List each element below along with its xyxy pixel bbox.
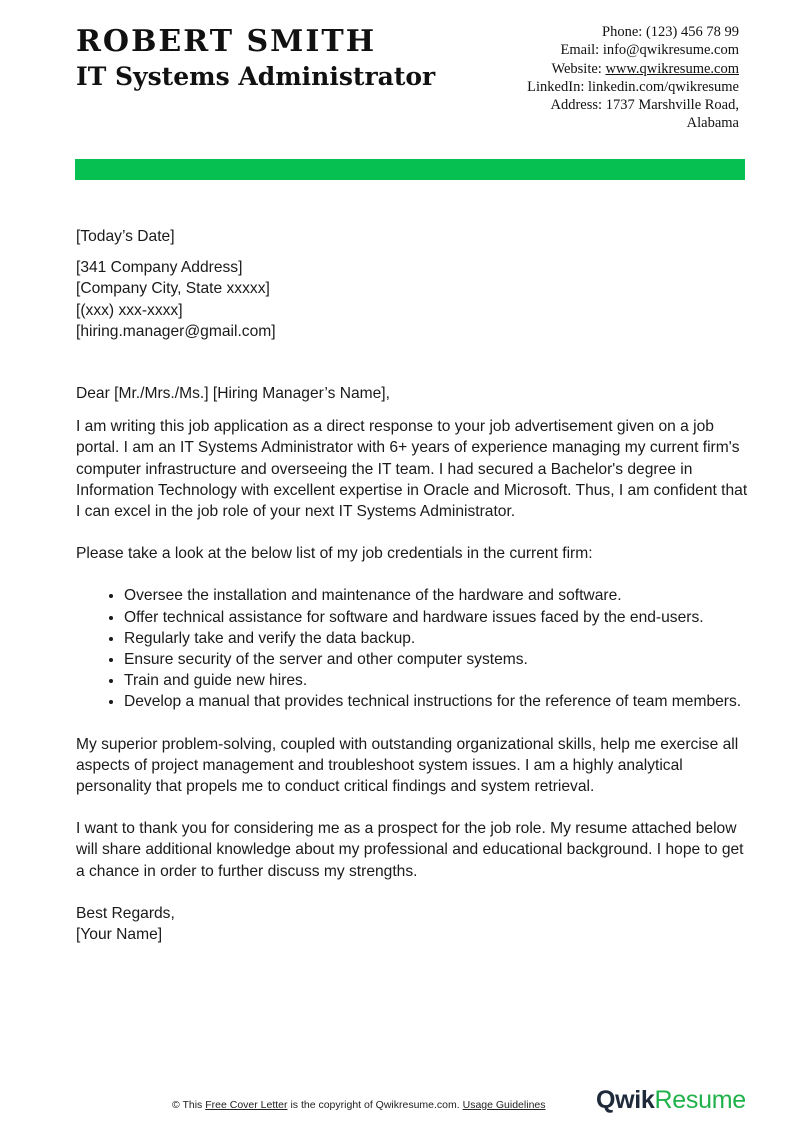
recipient-address: [341 Company Address]: [76, 259, 243, 277]
email-value: info@qwikresume.com: [602, 42, 739, 59]
website-label: Website:: [551, 60, 602, 77]
letter-date: [Today’s Date]: [76, 228, 175, 245]
linkedin-value: linkedin.com/qwikresume: [587, 78, 739, 95]
contact-website: [527, 60, 739, 78]
email-label: Email:: [560, 42, 600, 59]
paragraph-closing: I want to thank you for considering me as a prospect for the job role. My resume attached below will share additional knowledge about my professional and educational background. I hope to get a chance in order to further discuss my strengths.: [76, 820, 744, 880]
paragraph-skills: My superior problem-solving, coupled with outstanding organizational skills, help me exercise all aspects of project management and troubleshoot system issues. I am a highly analytical personality that propels me to conduct critical findings and system retrieval.: [76, 735, 739, 796]
website-link[interactable]: www.qwikresume.com: [605, 60, 739, 77]
contact-block: [527, 23, 739, 133]
contact-linkedin: [527, 78, 739, 96]
address-line1: 1737 Marshville Road,: [605, 97, 739, 114]
contact-address-line2: Alabama: [686, 115, 739, 132]
contact-email: [527, 41, 739, 59]
applicant-name: ROBERT SMITH: [76, 24, 377, 59]
qwikresume-logo: [596, 1086, 746, 1115]
letter-body: [76, 226, 748, 945]
recipient-phone: [(xxx) xxx-xxxx]: [76, 301, 183, 319]
accent-divider-bar: [75, 159, 745, 180]
signature: [Your Name]: [76, 926, 163, 944]
list-item: • Develop a manual that provides technical instructions for the reference of team members.: [124, 691, 748, 712]
salutation: Dear [Mr./Mrs./Ms.] [Hiring Manager’s Name],: [76, 385, 390, 403]
list-item: • Regularly take and verify the data backup.: [124, 628, 748, 649]
list-item: • Ensure security of the server and other computer systems.: [124, 649, 748, 670]
footer-prefix: © This: [172, 1099, 203, 1111]
list-item: • Offer technical assistance for software and hardware issues faced by the end-users.: [124, 607, 748, 628]
job-title: IT Systems Administrator: [76, 62, 436, 91]
recipient-block: [76, 257, 748, 342]
logo-resume: Resume: [654, 1086, 746, 1114]
contact-phone: [527, 23, 739, 41]
phone-value: (123) 456 78 99: [645, 24, 739, 40]
credentials-list: [76, 585, 748, 712]
closing: Best Regards,: [76, 904, 175, 922]
recipient-city: [Company City, State xxxxx]: [76, 280, 270, 298]
list-item: • Train and guide new hires.: [124, 670, 748, 691]
footer-copyright: [172, 1099, 546, 1111]
paragraph-intro: I am writing this job application as a direct response to your job advertisement given on a job portal. I am an IT Systems Administrator with 6+ years of experience managing my current firm's computer infrastructure and overseeing the IT team. I had secured a Bachelor's degree in Information Technology with excellent expertise in Oracle and Microsoft. Thus, I am confident that I can excel in the job role of your next IT Systems Administrator.: [76, 418, 748, 521]
list-item: • Oversee the installation and maintenance of the hardware and software.: [124, 585, 748, 606]
paragraph-credentials-intro: Please take a look at the below list of my job credentials in the current firm:: [76, 545, 593, 563]
free-cover-letter-link[interactable]: Free Cover Letter: [205, 1099, 288, 1111]
linkedin-label: LinkedIn:: [527, 78, 585, 95]
usage-guidelines-link[interactable]: Usage Guidelines: [462, 1099, 546, 1111]
logo-qwik: Qwik: [596, 1086, 655, 1114]
recipient-email: [hiring.manager@gmail.com]: [76, 322, 276, 340]
phone-label: Phone:: [602, 24, 643, 40]
contact-address: [527, 96, 739, 114]
footer-middle: is the copyright of Qwikresume.com.: [290, 1099, 460, 1111]
address-label: Address:: [550, 97, 603, 114]
